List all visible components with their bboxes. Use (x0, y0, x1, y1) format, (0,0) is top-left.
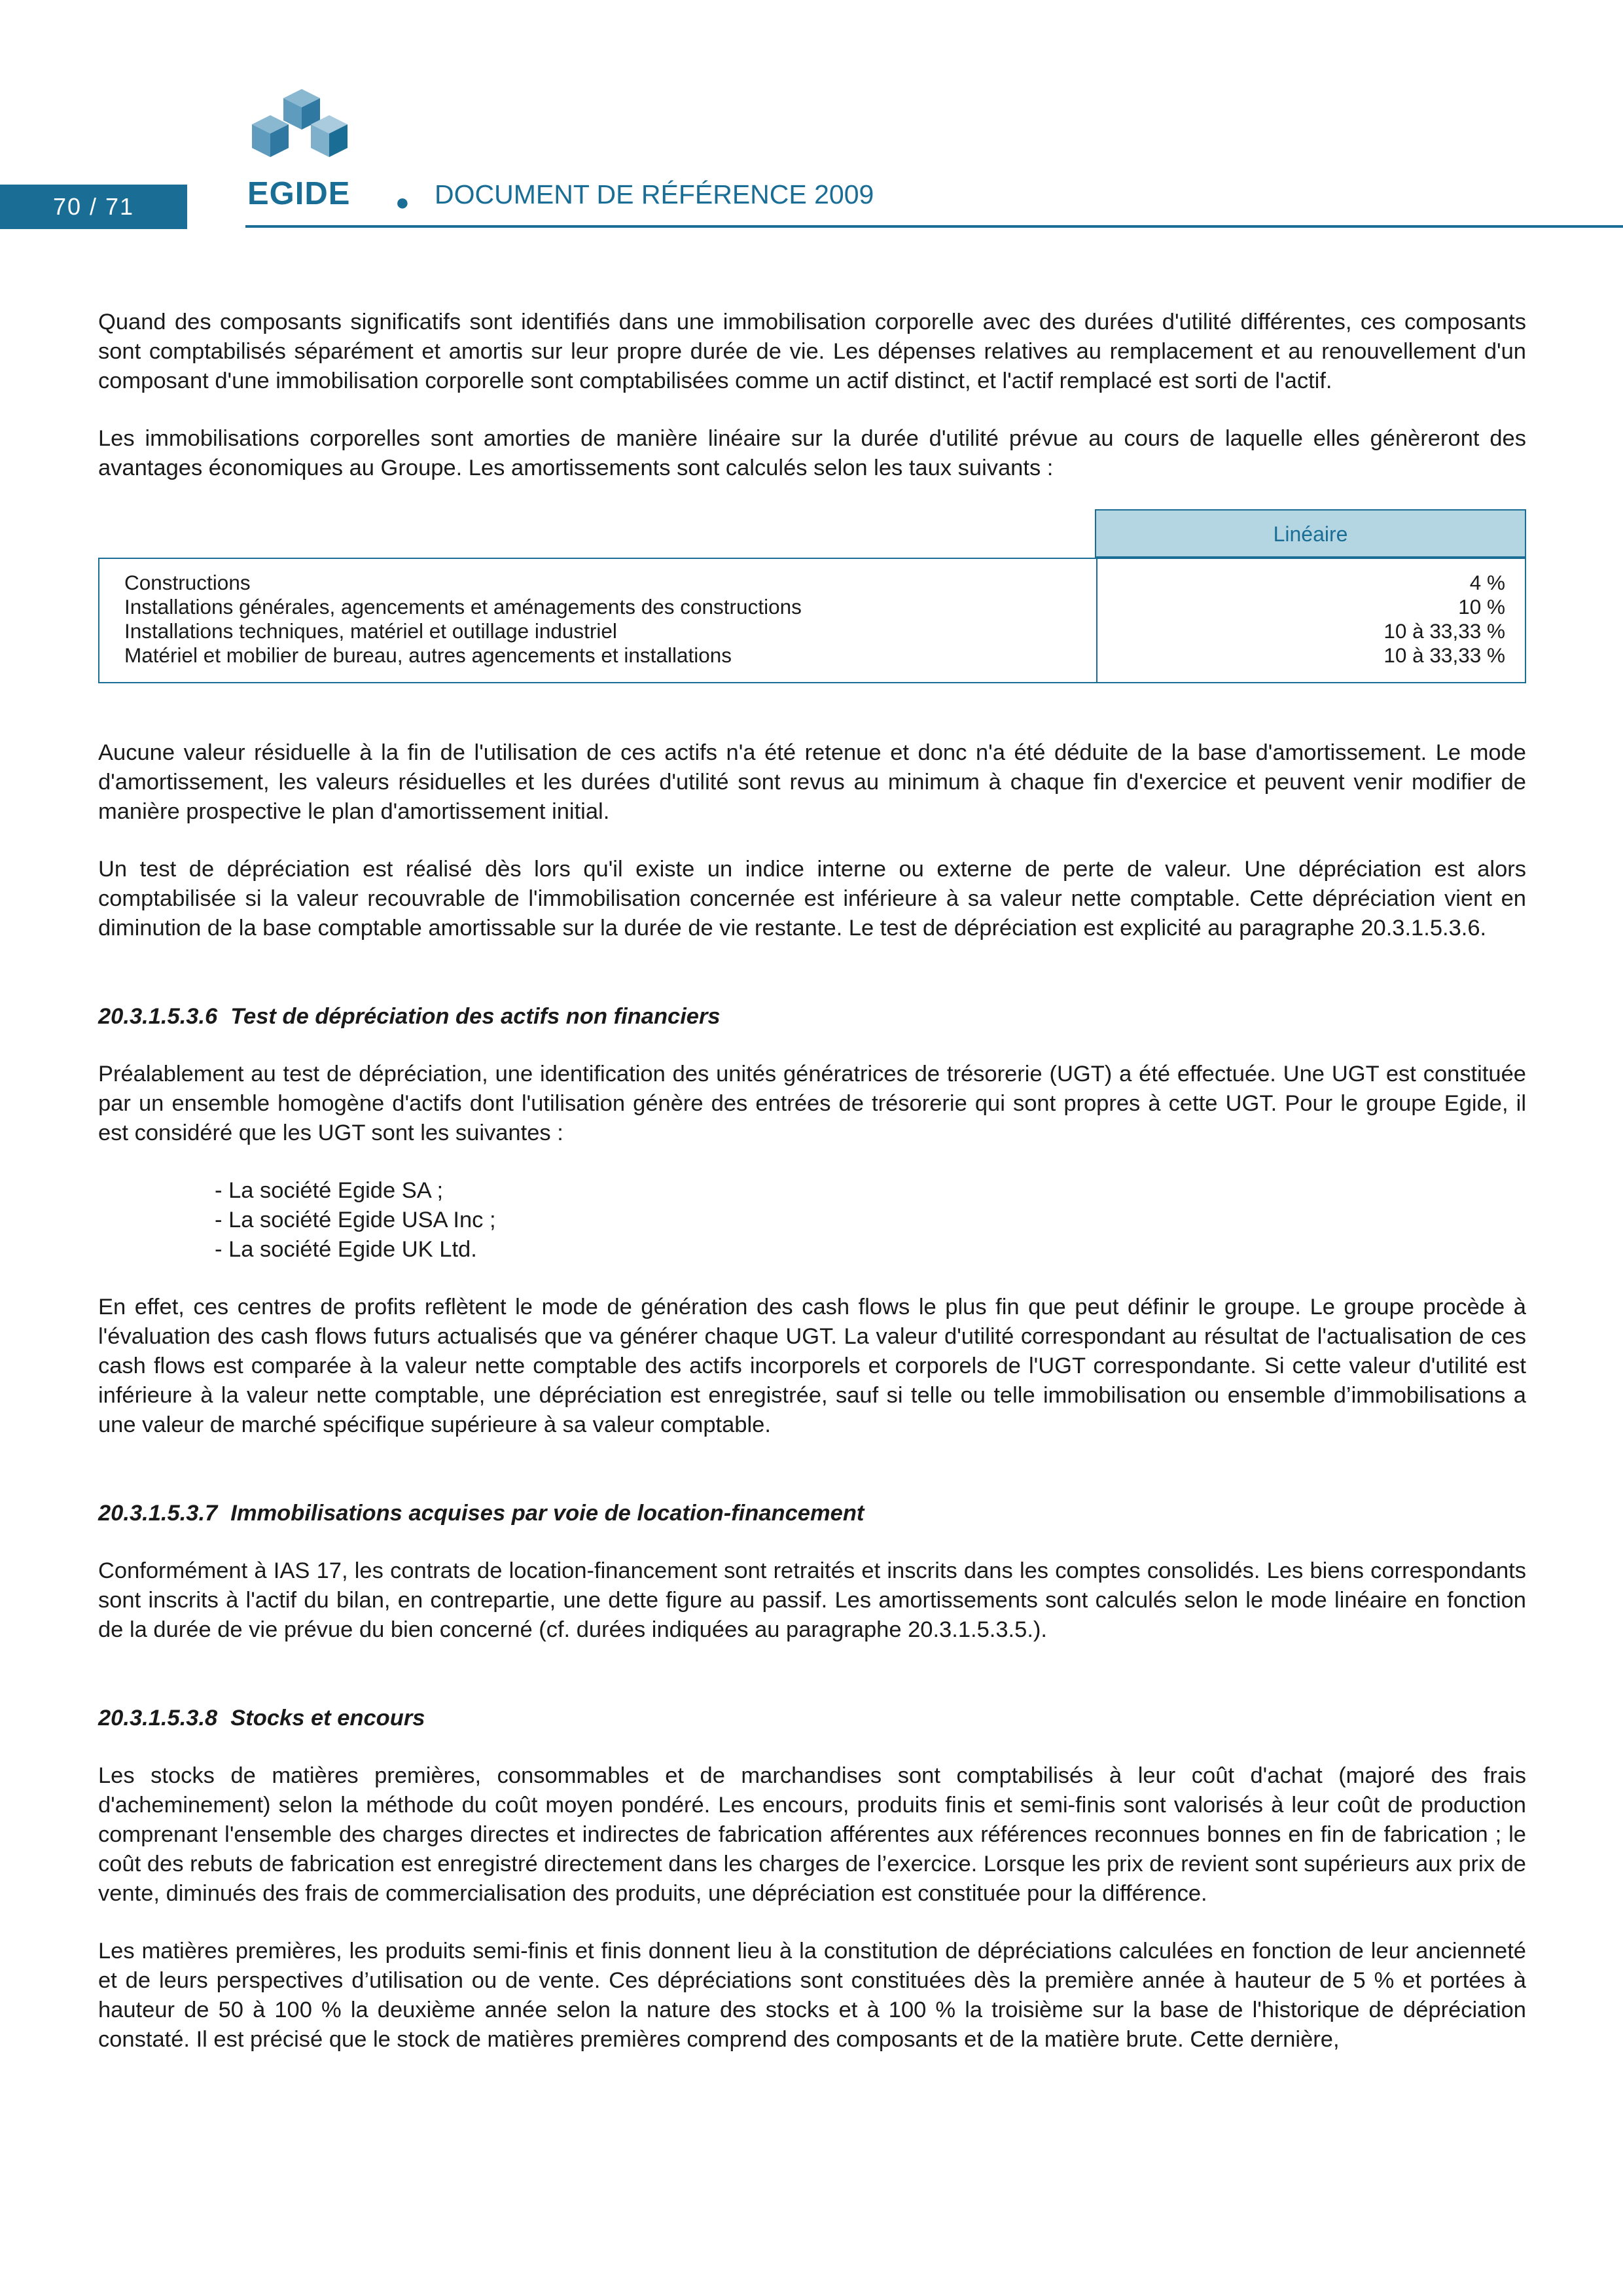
table-labels-column (124, 571, 802, 668)
paragraph: Les immobilisations corporelles sont amorties de manière linéaire sur la durée d'utilité prévue au cours de laquelle elles génèreront des avantages économiques au Groupe. Les amortissements sont calculés selon les taux suivants : (98, 426, 1526, 480)
table-row-value: 10 % (1458, 595, 1505, 619)
list-item: - La société Egide UK Ltd. (215, 1237, 477, 1262)
table-header-lineaire: Linéaire (1095, 509, 1526, 558)
paragraph: Les matières premières, les produits semi-finis et finis donnent lieu à la constitution de dépréciations calculées en fonction de leur ancienneté et de leurs perspectives d’utilisation ou de vente. Ces dépréciations sont constituées dès la première année à hauteur de 5 % et portées à hauteur de 50 à 100 % la deuxième année selon la nature des stocks et à 100 % la troisième sur la base de l'historique de dépréciation constaté. Il est précisé que le stock de matières premières comprend des composants et de la matière brute. Cette dernière, (98, 1939, 1526, 2052)
table-row-label: Installations générales, agencements et aménagements des constructions (124, 595, 802, 619)
section-number: 20.3.1.5.3.8 (98, 1706, 218, 1731)
table-row-value: 10 à 33,33 % (1383, 619, 1505, 643)
paragraph: Quand des composants significatifs sont identifiés dans une immobilisation corporelle avec des durées d'utilité différentes, ces composants sont comptabilisés séparément et amortis sur leur propre durée de vie. Les dépenses relatives au remplacement et au renouvellement d'un composant d'une immobilisation corporelle sont comptabilisées comme un actif distinct, et l'actif remplacé est sorti de l'actif. (98, 310, 1526, 393)
header-divider (245, 225, 1623, 228)
section-title: Immobilisations acquises par voie de location-financement (230, 1501, 865, 1526)
paragraph: Préalablement au test de dépréciation, une identification des unités génératrices de trésorerie (UGT) a été effectuée. Une UGT est constituée par un ensemble homogène d'actifs dont l'utilisation génère des entrées de trésorerie qui sont propres à cette UGT. Pour le groupe Egide, il est considéré que les UGT sont les suivantes : (98, 1062, 1526, 1145)
brand-name: EGIDE (247, 176, 351, 211)
ugt-list (98, 1176, 1526, 1265)
table-values-column (1383, 571, 1505, 668)
section-number: 20.3.1.5.3.7 (98, 1501, 218, 1526)
list-item: - La société Egide SA ; (215, 1178, 444, 1203)
section-heading (98, 1002, 1526, 1031)
section-heading (98, 1499, 1526, 1528)
paragraph: Conformément à IAS 17, les contrats de location-financement sont retraités et inscrits dans les comptes consolidés. Les biens correspondants sont inscrits à l'actif du bilan, en contrepartie, une dette figure au passif. Les amortissements sont calculés selon le mode linéaire en fonction de la durée de vie prévue du bien concerné (cf. durées indiquées au paragraphe 20.3.1.5.3.5.). (98, 1558, 1526, 1642)
paragraph: En effet, ces centres de profits reflètent le mode de génération des cash flows le plus fin que peut définir le groupe. Le groupe procède à l'évaluation des cash flows futurs actualisés que va générer chaque UGT. La valeur d'utilité correspondant au résultat de l'actualisation de ces cash flows est comparée à la valeur nette comptable des actifs incorporels et corporels de l'UGT correspondante. Si cette valeur d'utilité est inférieure à la valeur nette comptable, une dépréciation est enregistrée, sauf si telle ou telle immobilisation ou ensemble d’immobilisations a une valeur de marché spécifique supérieure à sa valeur comptable. (98, 1295, 1526, 1437)
paragraph: Les stocks de matières premières, consommables et de marchandises sont comptabilisés à leur coût d'achat (majoré des frais d'acheminement) selon la méthode du coût moyen pondéré. Les encours, produits finis et semi-finis sont valorisés à leur coût de production comprenant l'ensemble des charges directes et indirectes de fabrication afférentes aux références reconnues bonnes en fin de fabrication ; le coût des rebuts de fabrication est enregistré directement dans les charges de l’exercice. Lorsque les prix de revient sont supérieurs aux prix de vente, diminués des frais de commercialisation des produits, une dépréciation est constituée pour la différence. (98, 1763, 1526, 1906)
page-content (98, 308, 1526, 2054)
depreciation-rates-table (98, 509, 1526, 686)
table-row-label: Matériel et mobilier de bureau, autres agencements et installations (124, 643, 732, 667)
table-body (98, 558, 1526, 683)
table-row-value: 10 à 33,33 % (1383, 643, 1505, 667)
document-title: DOCUMENT DE RÉFÉRENCE 2009 (435, 179, 874, 209)
table-row-label: Constructions (124, 571, 251, 594)
table-divider (1096, 559, 1097, 682)
paragraph: Un test de dépréciation est réalisé dès lors qu'il existe un indice interne ou externe de perte de valeur. Une dépréciation est alors comptabilisée si la valeur recouvrable de l'immobilisation concernée est inférieure à sa valeur nette comptable. Cette dépréciation vient en diminution de la base comptable amortissable sur la durée de vie restante. Le test de dépréciation est explicité au paragraphe 20.3.1.5.3.6. (98, 857, 1526, 941)
section-number: 20.3.1.5.3.6 (98, 1004, 218, 1029)
section-heading (98, 1704, 1526, 1733)
section-title: Stocks et encours (230, 1706, 425, 1731)
paragraph: Aucune valeur résiduelle à la fin de l'utilisation de ces actifs n'a été retenue et donc n'a été déduite de la base d'amortissement. Le mode d'amortissement, les valeurs résiduelles et les durées d'utilité sont revus au minimum à chaque fin d'exercice et peuvent venir modifier de manière prospective le plan d'amortissement initial. (98, 740, 1526, 824)
table-row-value: 4 % (1469, 571, 1505, 594)
page-indicator: 70 / 71 (0, 185, 187, 229)
list-item: - La société Egide USA Inc ; (215, 1208, 496, 1232)
section-title: Test de dépréciation des actifs non financiers (230, 1004, 721, 1029)
header-bullet-icon: ● (395, 188, 410, 215)
table-row-label: Installations techniques, matériel et outillage industriel (124, 619, 617, 643)
